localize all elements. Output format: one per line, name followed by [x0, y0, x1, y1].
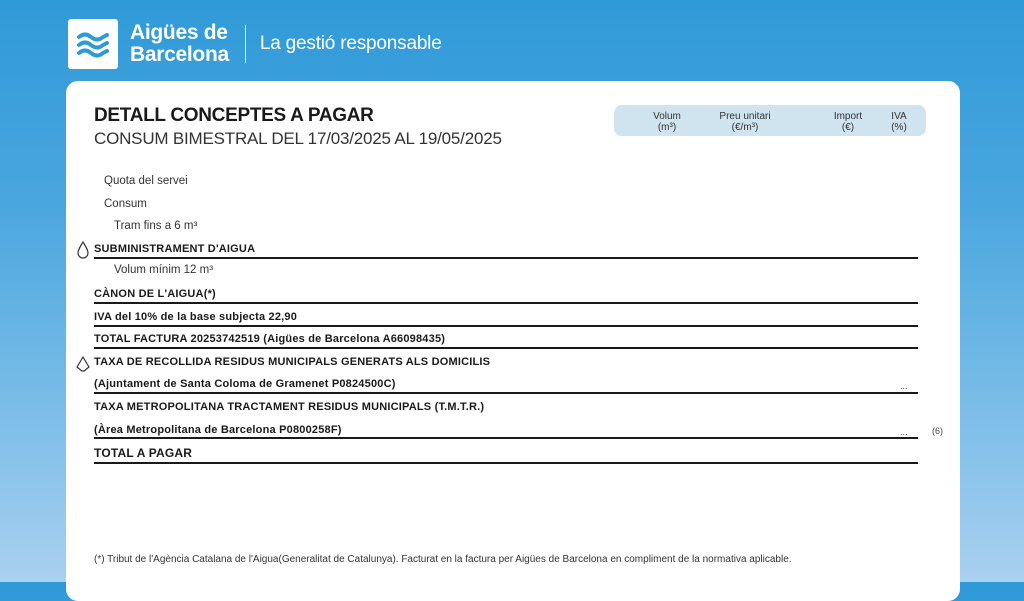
row-label: (Ajuntament de Santa Coloma de Gramenet P0824500C)	[94, 378, 396, 390]
page-subtitle: CONSUM BIMESTRAL DEL 17/03/2025 AL 19/05/2025	[94, 129, 502, 148]
total-label: TOTAL A PAGAR	[94, 446, 193, 460]
row-label: TOTAL FACTURA 20253742519 (Aigües de Barcelona A66098435)	[94, 333, 446, 345]
note-marker: (6)	[932, 426, 943, 436]
row-label: IVA del 10% de la base subjecta 22,90	[94, 311, 298, 323]
row-divider	[94, 437, 918, 439]
row-label: TAXA METROPOLITANA TRACTAMENT RESIDUS MUNICIPALS (T.M.T.R.)	[94, 401, 485, 413]
column-header-import	[828, 111, 868, 133]
column-header-label: IVA	[891, 111, 907, 122]
row-ellipsis: ...	[900, 381, 908, 391]
brand-logo	[68, 19, 118, 69]
column-header-unit: (m³)	[657, 122, 677, 133]
row-label: Quota del servei	[104, 175, 188, 187]
row-label: Consum	[104, 198, 147, 210]
row-ellipsis: ...	[900, 427, 908, 437]
column-header-unit: (€)	[841, 122, 855, 133]
brand-tagline: La gestió responsable	[259, 33, 442, 54]
column-header-unit: (€/m³)	[731, 122, 759, 133]
brand-line-1: Aigües de	[130, 21, 228, 44]
row-label: Volum mínim 12 m³	[114, 264, 214, 276]
row-divider	[94, 302, 918, 304]
column-header-label: Import	[833, 111, 863, 122]
column-header-unit: (%)	[891, 122, 907, 133]
row-label: (Àrea Metropolitana de Barcelona P0800258F)	[94, 424, 342, 436]
column-header-iva	[884, 111, 914, 133]
brand-line-2: Barcelona	[130, 43, 229, 66]
row-divider	[94, 392, 918, 394]
row-label: SUBMINISTRAMENT D'AIGUA	[94, 243, 256, 255]
page-title: DETALL CONCEPTES A PAGAR	[94, 105, 374, 126]
brand-divider	[245, 25, 246, 63]
column-header-volum	[644, 111, 690, 133]
column-header-preu-unitari	[710, 111, 780, 133]
row-divider	[94, 257, 918, 259]
row-label: TAXA DE RECOLLIDA RESIDUS MUNICIPALS GENERATS ALS DOMICILIS	[94, 356, 491, 368]
header	[68, 19, 442, 69]
row-label: Tram fins a 6 m³	[114, 220, 198, 232]
column-header-label: Volum	[653, 111, 681, 122]
recycle-icon	[74, 355, 92, 373]
invoice-card	[66, 81, 960, 601]
row-divider	[94, 325, 918, 327]
brand-name	[130, 22, 229, 66]
row-divider	[94, 462, 918, 464]
footnote: (*) Tribut de l'Agència Catalana de l'Aigua(Generalitat de Catalunya). Facturat en la factura per Aigües de Barcelona en compliment de la normativa aplicable.	[94, 554, 792, 565]
aigues-de-barcelona-logo-icon	[75, 29, 111, 59]
water-drop-icon	[76, 241, 90, 259]
column-headers	[614, 105, 926, 136]
column-header-label: Preu unitari	[719, 111, 771, 122]
row-divider	[94, 347, 918, 349]
row-label: CÀNON DE L'AIGUA(*)	[94, 288, 216, 300]
